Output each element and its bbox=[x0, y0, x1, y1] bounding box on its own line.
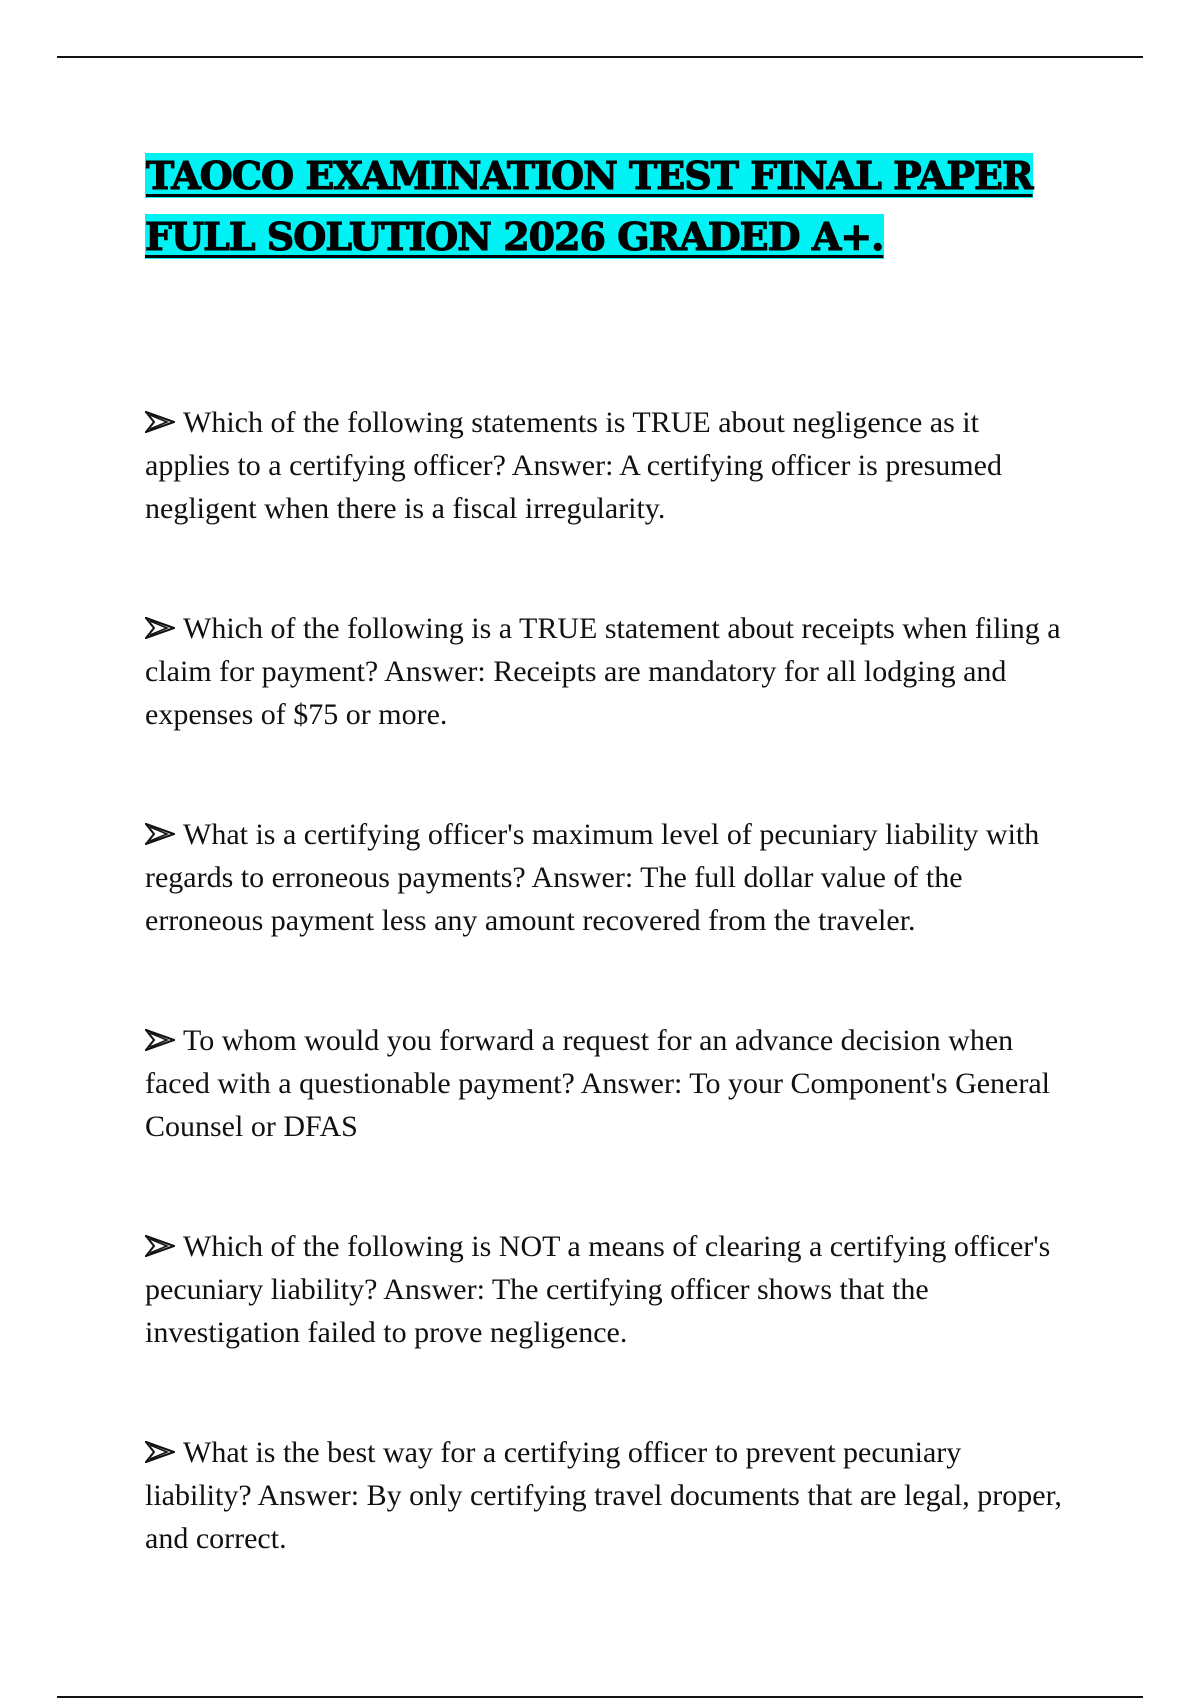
qa-item bbox=[145, 607, 1065, 736]
qa-text: To whom would you forward a request for an advance decision when faced with a questionable payment? Answer: To your Component's General Counsel or DFAS bbox=[145, 1024, 1051, 1143]
arrowhead-bullet-icon bbox=[145, 411, 175, 433]
title-highlight: TAOCO EXAMINATION TEST FINAL PAPER FULL SOLUTION 2026 GRADED A+. bbox=[145, 153, 1033, 259]
qa-text: Which of the following is a TRUE statement about receipts when filing a claim for payment? Answer: Receipts are mandatory for all lodging and expenses of $75 or more. bbox=[145, 612, 1061, 731]
qa-text: What is the best way for a certifying officer to prevent pecuniary liability? Answer: By only certifying travel documents that are legal, proper, and correct. bbox=[145, 1436, 1062, 1555]
qa-text: Which of the following is NOT a means of clearing a certifying officer's pecuniary liability? Answer: The certifying officer shows that the investigation failed to prove negligence. bbox=[145, 1230, 1051, 1349]
arrowhead-bullet-icon bbox=[145, 1441, 175, 1463]
qa-item bbox=[145, 1225, 1065, 1354]
arrowhead-bullet-icon bbox=[145, 823, 175, 845]
qa-list bbox=[145, 401, 1065, 1637]
top-rule bbox=[57, 56, 1143, 58]
qa-item bbox=[145, 401, 1065, 530]
arrowhead-bullet-icon bbox=[145, 617, 175, 639]
qa-text: What is a certifying officer's maximum level of pecuniary liability with regards to erroneous payments? Answer: The full dollar value of the erroneous payment less any amount recovered from the traveler. bbox=[145, 818, 1040, 937]
qa-item bbox=[145, 1019, 1065, 1148]
qa-text: Which of the following statements is TRUE about negligence as it applies to a certifying officer? Answer: A certifying officer is presumed negligent when there is a fiscal irregularity. bbox=[145, 406, 1002, 525]
bottom-rule bbox=[57, 1696, 1143, 1698]
arrowhead-bullet-icon bbox=[145, 1235, 175, 1257]
qa-item bbox=[145, 1431, 1065, 1560]
qa-item bbox=[145, 813, 1065, 942]
arrowhead-bullet-icon bbox=[145, 1029, 175, 1051]
document-title bbox=[145, 145, 1065, 267]
